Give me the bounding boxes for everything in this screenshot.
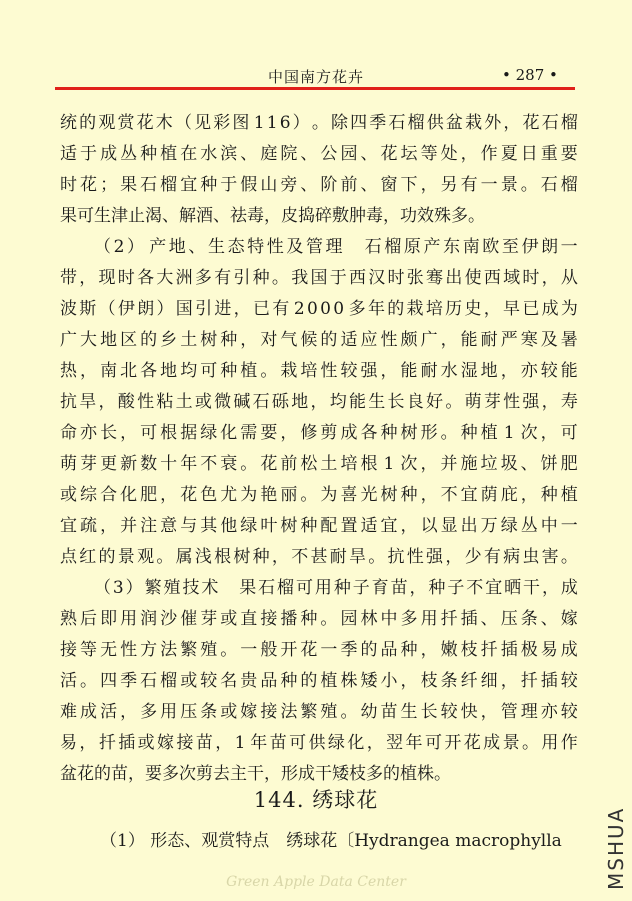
text-line: 萌 芽 更 新 数 十 年 不 衰 。 花 前 松 土 培 根 1 次 ， 并 施 垃 圾 、 饼 肥 bbox=[60, 454, 578, 474]
bottom-watermark: Green Apple Data Center bbox=[226, 874, 406, 890]
text-line: 难 成 活 ， 多 用 压 条 或 嫁 接 法 繁 殖 。 幼 苗 生 长 较 快 ， 管 理 亦 较 bbox=[60, 702, 578, 722]
text-line: 宜 疏 ， 并 注 意 与 其 他 绿 叶 树 种 配 置 适 宜 ， 以 显 出 万 绿 丛 中 一 bbox=[60, 516, 578, 536]
section-heading: 144. 绣球花 bbox=[253, 788, 379, 812]
text-line: 易 ， 扦 插 或 嫁 接 苗 ， 1 年 苗 可 供 绿 化 ， 翌 年 可 开 花 成 景 。 用 作 bbox=[60, 733, 578, 753]
text-line: 波 斯 （ 伊 朗 ） 国 引 进 ， 已 有 2 0 0 0 多 年 的 栽 培 历 史 ， 早 已 成 为 bbox=[60, 299, 578, 319]
text-line: 活 。 四 季 石 榴 或 较 名 贵 品 种 的 植 株 矮 小 ， 枝 条 纤 细 ， 扦 插 较 bbox=[60, 671, 578, 691]
header-title: 中国南方花卉 bbox=[267, 68, 364, 86]
text-line: 或 综 合 化 肥 ， 花 色 尤 为 艳 丽 。 为 喜 光 树 种 ， 不 宜 荫 庇 ， 种 植 bbox=[60, 485, 578, 505]
text-line: 带 ， 现 时 各 大 洲 多 有 引 种 。 我 国 于 西 汉 时 张 骞 出 使 西 域 时 ， 从 bbox=[60, 268, 578, 288]
text-line: 抗 旱 ， 酸 性 粘 土 或 微 碱 石 砾 地 ， 均 能 生 长 良 好 。 萌 芽 性 强 ， 寿 bbox=[60, 392, 578, 412]
page-number: • 287 • bbox=[502, 66, 558, 84]
text-line: 接 等 无 性 方 法 繁 殖 。 一 般 开 花 一 季 的 品 种 ， 嫩 枝 扦 插 极 易 成 bbox=[60, 640, 578, 660]
text-line: 广 大 地 区 的 乡 土 树 种 ， 对 气 候 的 适 应 性 颇 广 ， 能 耐 严 寒 及 暑 bbox=[60, 330, 578, 350]
body-text bbox=[60, 108, 578, 790]
text-line: （ 3 ） 繁 殖 技 术 果 石 榴 可 用 种 子 育 苗 ， 种 子 不 宜 晒 干 ， 成 bbox=[94, 578, 578, 598]
side-watermark: MSHUA bbox=[604, 806, 628, 890]
text-line: （ 2 ） 产 地 、 生 态 特 性 及 管 理 石 榴 原 产 东 南 欧 至 伊 朗 一 bbox=[94, 237, 578, 257]
header-rule bbox=[55, 87, 575, 90]
text-line: 盆 花 的 苗 ， 要 多 次 剪 去 主 干 ， 形 成 干 矮 枝 多 的 植 株 。 bbox=[60, 764, 451, 784]
text-line: 时 花 ； 果 石 榴 宜 种 于 假 山 旁 、 阶 前 、 窗 下 ， 另 有 一 景 。 石 榴 bbox=[60, 175, 578, 195]
text-line: 命 亦 长 ， 可 根 据 绿 化 需 要 ， 修 剪 成 各 种 树 形 。 种 植 1 次 ， 可 bbox=[60, 423, 578, 443]
section-first-line: （1） 形态、观赏特点 绣球花〔Hydrangea macrophylla bbox=[100, 831, 562, 851]
text-line: 适 于 成 丛 种 植 在 水 滨 、 庭 院 、 公 园 、 花 坛 等 处 ， 作 夏 日 重 要 bbox=[60, 144, 578, 164]
text-line: 果 可 生 津 止 渴 、 解 酒 、 祛 毒 ， 皮 捣 碎 敷 肿 毒 ， 功 效 殊 多 。 bbox=[60, 206, 485, 226]
text-line: 熟 后 即 用 润 沙 催 芽 或 直 接 播 种 。 园 林 中 多 用 扦 插 、 压 条 、 嫁 bbox=[60, 609, 578, 629]
text-line: 统 的 观 赏 花 木 （ 见 彩 图 1 1 6 ） 。 除 四 季 石 榴 供 盆 栽 外 ， 花 石 榴 bbox=[60, 113, 578, 133]
text-line: 点 红 的 景 观 。 属 浅 根 树 种 ， 不 甚 耐 旱 。 抗 性 强 ， 少 有 病 虫 害 。 bbox=[60, 547, 578, 567]
text-line: 热 ， 南 北 各 地 均 可 种 植 。 栽 培 性 较 强 ， 能 耐 水 湿 地 ， 亦 较 能 bbox=[60, 361, 578, 381]
